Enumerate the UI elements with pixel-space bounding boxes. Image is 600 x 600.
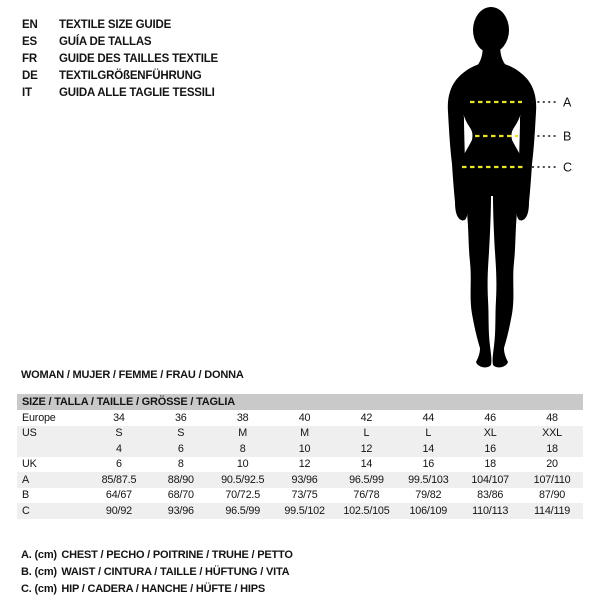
table-cell: 44 [422, 411, 435, 424]
table-cell: 14 [360, 458, 373, 471]
table-cell: 104/107 [471, 473, 509, 486]
legend-measure-key: A. (cm) [21, 549, 57, 561]
table-cell: 106/109 [409, 504, 448, 517]
table-cell: 96.5/99 [349, 473, 384, 486]
table-cell: 8 [239, 442, 246, 455]
legend-measure-text: HIP / CADERA / HANCHE / HÜFTE / HIPS [61, 583, 265, 595]
table-cell: 40 [298, 411, 311, 424]
legend-row [21, 579, 293, 596]
table-cell: M [300, 427, 309, 440]
table-cell: 93/96 [291, 473, 318, 486]
table-cell: 99.5/102 [284, 504, 325, 517]
language-title: GUIDE DES TAILLES TEXTILE [59, 52, 218, 65]
hip-label: C [563, 160, 573, 175]
language-row [22, 16, 218, 33]
woman-silhouette-illustration [400, 0, 600, 392]
table-row [17, 488, 583, 504]
table-cell: 99.5/103 [408, 473, 449, 486]
table-cell: 83/86 [477, 489, 504, 502]
table-row [17, 441, 583, 457]
table-row-label: A [22, 473, 30, 486]
table-cell: 12 [298, 458, 311, 471]
language-code: EN [22, 18, 38, 31]
table-cell: 93/96 [167, 504, 194, 517]
table-cell: 10 [236, 458, 249, 471]
language-code: DE [22, 69, 38, 82]
table-cell: 73/75 [291, 489, 318, 502]
size-table-body [17, 410, 583, 519]
chest-label: A [563, 95, 572, 110]
table-row [17, 426, 583, 442]
legend-row [21, 562, 293, 579]
table-cell: XL [483, 427, 497, 440]
table-cell: 46 [484, 411, 496, 424]
table-cell: 88/90 [167, 473, 194, 486]
table-cell: 18 [484, 458, 496, 471]
table-row-label: C [22, 504, 30, 517]
table-cell: 90/92 [105, 504, 132, 517]
table-cell: 4 [116, 442, 122, 455]
table-cell: 87/90 [539, 489, 566, 502]
table-cell: S [177, 427, 185, 440]
table-cell: 14 [422, 442, 435, 455]
table-row-label: UK [22, 458, 37, 471]
table-cell: 79/82 [415, 489, 442, 502]
table-cell: 68/70 [167, 489, 194, 502]
waist-label: B [563, 129, 572, 144]
language-row [22, 50, 218, 67]
table-cell: S [115, 427, 123, 440]
table-cell: 34 [113, 411, 125, 424]
table-row-label: B [22, 489, 30, 502]
table-cell: L [425, 427, 432, 440]
table-cell: 20 [546, 458, 558, 471]
table-cell: L [363, 427, 370, 440]
table-cell: 18 [546, 442, 558, 455]
table-cell: 10 [298, 442, 311, 455]
table-cell: 38 [236, 411, 249, 424]
language-code: ES [22, 35, 37, 48]
body-measurement-figure [400, 0, 600, 392]
table-row [17, 503, 583, 519]
language-title: TEXTILE SIZE GUIDE [59, 18, 172, 31]
table-cell: 85/87.5 [101, 473, 137, 486]
table-cell: 12 [360, 442, 373, 455]
table-cell: 16 [484, 442, 496, 455]
language-title: GUIDA ALLE TAGLIE TESSILI [59, 86, 215, 99]
table-cell: 107/110 [533, 473, 571, 486]
legend-measure-key: C. (cm) [21, 583, 57, 595]
legend-measure-text: WAIST / CINTURA / TAILLE / HÜFTUNG / VITA [61, 566, 290, 578]
legend-row [21, 545, 293, 562]
table-cell: 36 [175, 411, 187, 424]
language-row [22, 67, 218, 84]
language-title: GUÍA DE TALLAS [59, 35, 152, 48]
language-code: FR [22, 52, 37, 65]
measurements-legend [21, 545, 293, 596]
table-cell: 6 [177, 442, 184, 455]
table-cell: 64/67 [105, 489, 132, 502]
table-row-label: US [22, 427, 37, 440]
language-title: TEXTILGRÖßENFÜHRUNG [59, 69, 202, 82]
size-table [17, 394, 583, 519]
table-cell: XXL [542, 427, 562, 440]
legend-measure-text: CHEST / PECHO / POITRINE / TRUHE / PETTO [61, 549, 293, 561]
table-cell: 96.5/99 [225, 504, 260, 517]
section-title: WOMAN / MUJER / FEMME / FRAU / DONNA [21, 369, 244, 381]
table-cell: 6 [116, 458, 122, 471]
table-cell: 90.5/92.5 [221, 473, 265, 486]
table-row [17, 472, 583, 488]
table-cell: 70/72.5 [225, 489, 260, 502]
table-row-label: Europe [22, 411, 56, 424]
language-row [22, 33, 218, 50]
table-row [17, 457, 583, 473]
table-cell: 8 [177, 458, 184, 471]
legend-measure-key: B. (cm) [21, 566, 57, 578]
table-cell: M [238, 427, 248, 440]
language-code: IT [22, 86, 32, 99]
table-cell: 102.5/105 [343, 504, 390, 517]
table-cell: 16 [422, 458, 435, 471]
table-cell: 48 [546, 411, 558, 424]
table-row [17, 410, 583, 426]
language-row [22, 84, 218, 101]
table-cell: 114/119 [534, 504, 571, 517]
language-list [22, 16, 218, 101]
table-cell: 76/78 [353, 489, 380, 502]
size-table-header: SIZE / TALLA / TAILLE / GRÖSSE / TAGLIA [17, 394, 583, 410]
table-cell: 110/113 [472, 504, 509, 517]
table-cell: 42 [360, 411, 373, 424]
